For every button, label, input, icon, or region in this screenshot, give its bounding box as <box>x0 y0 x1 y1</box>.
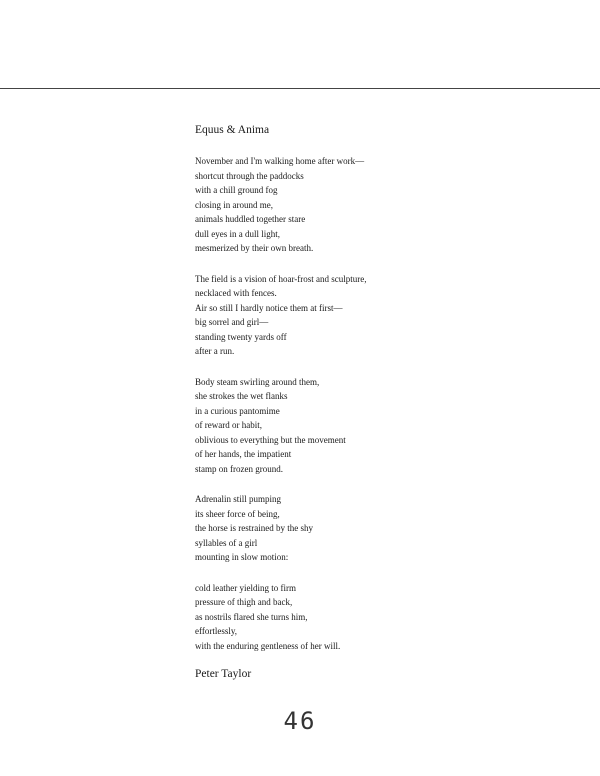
poem-line: Body steam swirling around them, <box>195 376 320 387</box>
page-number: 46 <box>283 707 317 735</box>
poem-line: with the enduring gentleness of her will. <box>195 640 341 651</box>
stanza-2 <box>195 272 575 359</box>
poem-line: pressure of thigh and back, <box>195 597 293 607</box>
poem-line: mesmerized by their own breath. <box>195 243 314 253</box>
poem-line: Adrenalin still pumping <box>195 494 281 504</box>
poem-line: syllables of a girl <box>195 537 258 548</box>
poem-line: stamp on frozen ground. <box>195 463 283 474</box>
poem-line: dull eyes in a dull light, <box>195 228 280 239</box>
stanza-4 <box>195 492 575 565</box>
poem-line: animals huddled together stare <box>195 214 306 224</box>
poem-line: as nostrils flared she turns him, <box>195 611 308 622</box>
poem-line: big sorrel and girl— <box>195 317 269 327</box>
poem-line: she strokes the wet flanks <box>195 391 288 401</box>
poem-line: after a run. <box>195 346 235 356</box>
poem-line: of her hands, the impatient <box>195 449 292 459</box>
poem-line: with a chill ground fog <box>195 185 278 195</box>
poem-line: effortlessly, <box>195 626 237 636</box>
poem-line: shortcut through the paddocks <box>195 170 304 181</box>
poem-line: November and I'm walking home after work— <box>195 156 365 166</box>
poem-line: Air so still I hardly notice them at first— <box>195 302 343 313</box>
poem-body <box>195 154 575 669</box>
header-rule <box>0 88 600 89</box>
stanza-5 <box>195 581 575 654</box>
poem-line: mounting in slow motion: <box>195 552 289 562</box>
poem-line: in a curious pantomime <box>195 405 280 416</box>
poem-line: necklaced with fences. <box>195 288 277 298</box>
poem-author: Peter Taylor <box>195 668 252 680</box>
poem-line: closing in around me, <box>195 199 273 210</box>
poem-line: oblivious to everything but the movement <box>195 434 346 445</box>
poem-line: the horse is restrained by the shy <box>195 523 313 533</box>
poem-line: cold leather yielding to firm <box>195 582 296 593</box>
poem-title: Equus & Anima <box>195 124 270 136</box>
stanza-1 <box>195 154 575 256</box>
poem-line: its sheer force of being, <box>195 508 280 519</box>
poem-line: The field is a vision of hoar-frost and sculpture, <box>195 273 367 284</box>
poem-line: standing twenty yards off <box>195 331 287 342</box>
stanza-3 <box>195 375 575 477</box>
poem-line: of reward or habit, <box>195 420 262 430</box>
